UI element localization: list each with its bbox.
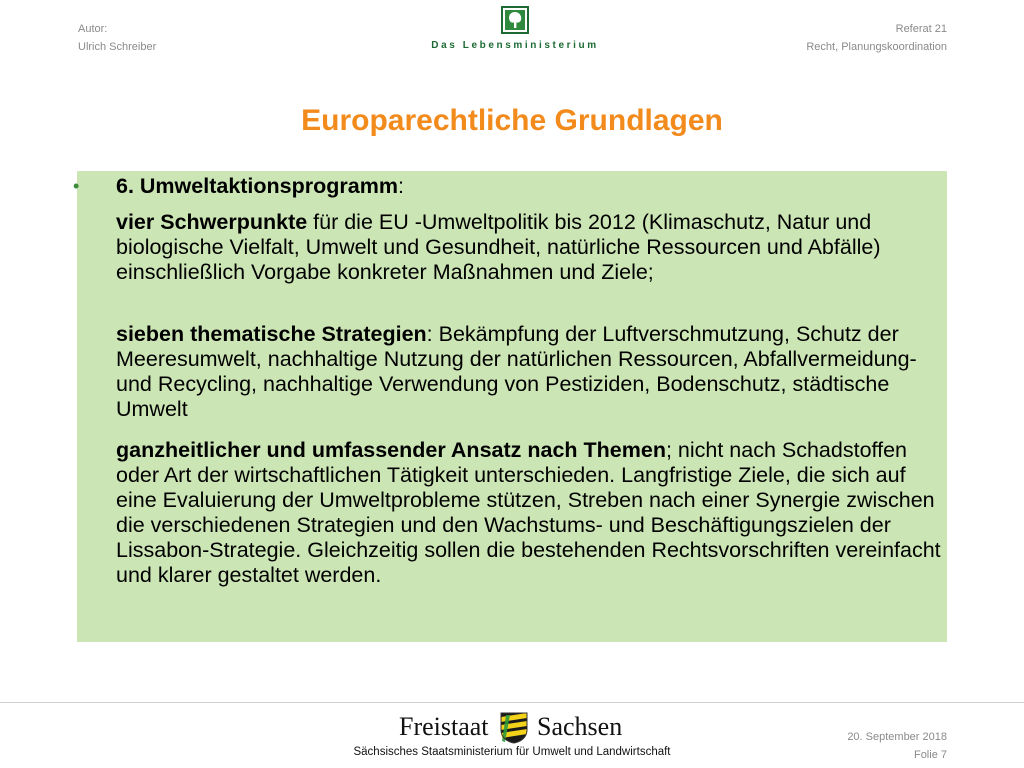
state-word-sachsen: Sachsen [537,712,623,741]
paragraph-strategien [116,322,946,422]
bullet-heading [116,174,946,199]
author-label: Autor: [78,23,108,35]
state-word-freistaat: Freistaat [399,712,489,741]
paragraph-ansatz-text: ; nicht nach Schadstoffen oder Art der wirtschaftlichen Tätigkeit unterschieden. Langfristige Ziele, die sich auf eine Evaluierung der Umweltprobleme stützen, Streben nach einer Synergie zwischen die verschiedenen Strategien und den Wachstums- und Beschäftigungszielen der Lissabon-Strategie. Gleichzeitig sollen die bestehenden Rechtsvorschriften vereinfacht und klarer gestaltet werden. [116,438,941,587]
bullet-title-colon: : [397,174,404,198]
author-block [78,20,156,56]
slide-title: Europarechtliche Grundlagen [301,104,723,137]
slide-date: 20. September 2018 [847,731,947,743]
ministry-name: Sächsisches Staatsministerium für Umwelt und Landwirtschaft [353,746,671,758]
paragraph-schwerpunkte [116,210,946,285]
department-sub: Recht, Planungskoordination [806,41,947,53]
department-block [806,20,947,56]
footer-meta [847,728,947,764]
department: Referat 21 [895,23,947,35]
slide-number: Folie 7 [913,749,947,761]
author-name: Ulrich Schreiber [78,41,157,53]
paragraph-ansatz-bold: ganzheitlicher und umfassender Ansatz nach Themen [116,438,666,462]
paragraph-strategien-bold: sieben thematische Strategien [116,322,427,346]
logo-text: Das Lebensministerium [431,40,599,51]
bullet-icon: • [73,176,80,196]
footer-divider [0,702,1024,703]
coat-of-arms-icon [500,712,528,744]
paragraph-schwerpunkte-bold: vier Schwerpunkte [116,210,308,234]
paragraph-schwerpunkte-text: für die EU -Umweltpolitik bis 2012 (Klimaschutz, Natur und biologische Vielfalt, Umwelt und Gesundheit, natürliche Ressourcen und Abfälle) einschließlich Vorgabe konkreter Maßnahmen und Ziele; [116,210,881,284]
tree-logo-icon [501,6,529,34]
paragraph-ansatz [116,438,946,588]
lebensministerium-logo [430,4,600,52]
bullet-title: 6. Umweltaktionsprogramm [116,174,398,198]
paragraph-strategien-text: : Bekämpfung der Luftverschmutzung, Schutz der Meeresumwelt, nachhaltige Nutzung der natürlichen Ressourcen, Abfallvermeidung- und Recycling, nachhaltige Verwendung von Pestiziden, Bodenschutz, städtische Umwelt [116,322,917,421]
